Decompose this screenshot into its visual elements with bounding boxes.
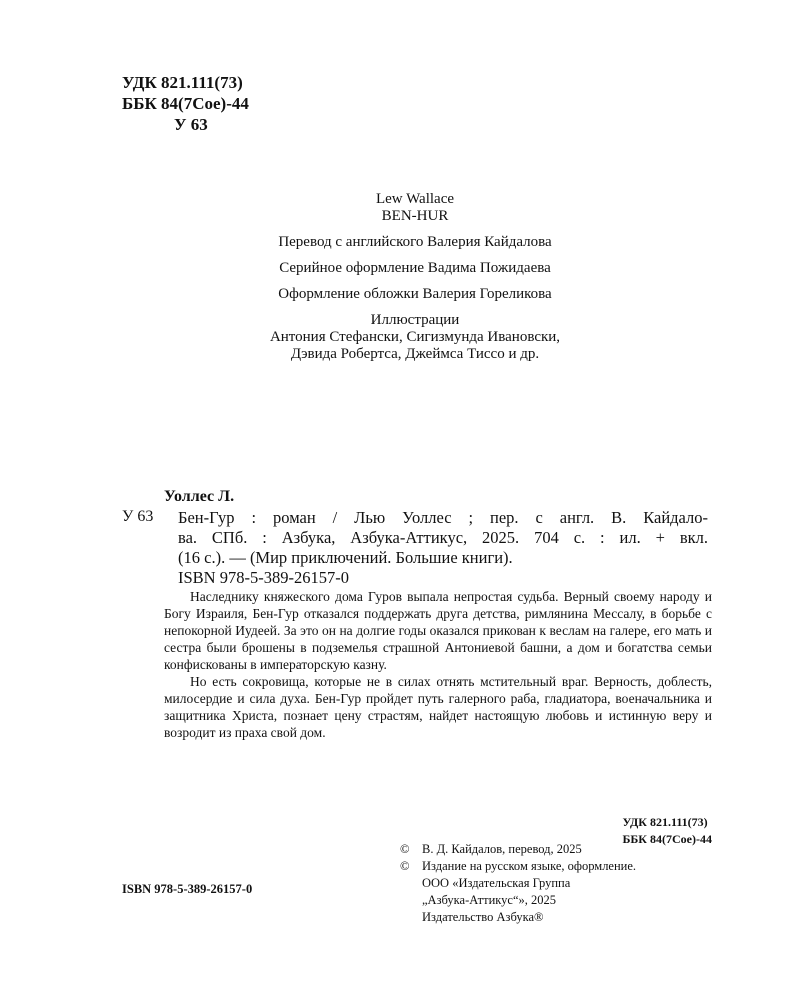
copyright-block [400,841,636,926]
card-isbn: ISBN 978-5-389-26157-0 [178,568,349,587]
entry-line: Бен-Гур : роман / Лью Уоллес ; пер. с англ. В. Кайдало- [178,508,708,527]
entry-line: (16 с.). — (Мир приключений. Большие книги). [178,548,513,567]
illustrators-line: Дэвида Робертса, Джеймса Тиссо и др. [290,346,540,362]
publisher-line: ООО «Издательская Группа [422,876,571,890]
card-author: Уоллес Л. [164,488,235,505]
translation-credit: Перевод с английского Валерия Кайдалова [278,234,552,250]
cover-design-credit: Оформление обложки Валерия Гореликова [278,286,552,302]
original-title: BEN-HUR [381,208,449,224]
publisher-line: „Азбука-Аттикус“», 2025 [422,893,557,907]
udk-code: УДК 821.111(73) [122,73,243,92]
card-udk: УДК 821.111(73) [622,815,708,829]
bbk-code: ББК 84(7Сое)-44 [122,94,249,113]
copyright-symbol: © [400,842,410,856]
original-author: Lew Wallace [375,191,455,207]
entry-line: ва. СПб. : Азбука, Азбука-Аттикус, 2025. 704 с. : ил. + вкл. [178,528,708,547]
credits-block [0,191,800,363]
author-mark: У 63 [174,115,208,134]
card-code: У 63 [122,508,154,525]
copyright-symbol: © [400,859,410,873]
publisher-line: Издательство Азбука® [422,910,544,924]
illustrations-heading: Иллюстрации [370,312,460,328]
annotation-paragraph: Наследнику княжеского дома Гуров выпала непростая судьба. Верный своему народу и Богу Израиля, Бен-Гур отказался поддержать друга детства, римлянина Мессалу, в борьбе с непокорной Иудеей. За это он на долгие годы оказался прикован к веслам на галере, его мать и сестра были брошены в подземелья страшной Антониевой башни, а дом и богатства семьи конфискованы в императорскую казну. [164,589,712,672]
illustrators-line: Антония Стефански, Сигизмунда Ивановски, [269,329,561,345]
annotation [164,588,712,741]
annotation-paragraph: Но есть сокровища, которые не в силах отнять мстительный враг. Верность, доблесть, милосердие и сила духа. Бен-Гур пройдет путь галерного раба, гладиатора, военачальника и защитника Христа, познает цену страстям, найдет настоящую любовь и истинную веру и возродит из праха свой дом. [164,674,712,740]
copyright-edition: Издание на русском языке, оформление. [422,859,637,873]
copyright-translation: В. Д. Кайдалов, перевод, 2025 [422,842,582,856]
series-design-credit: Серийное оформление Вадима Пожидаева [279,260,551,276]
card-bbk: ББК 84(7Сое)-44 [622,832,712,846]
bibliographic-entry [178,508,708,568]
isbn-bottom: ISBN 978-5-389-26157-0 [122,882,253,896]
